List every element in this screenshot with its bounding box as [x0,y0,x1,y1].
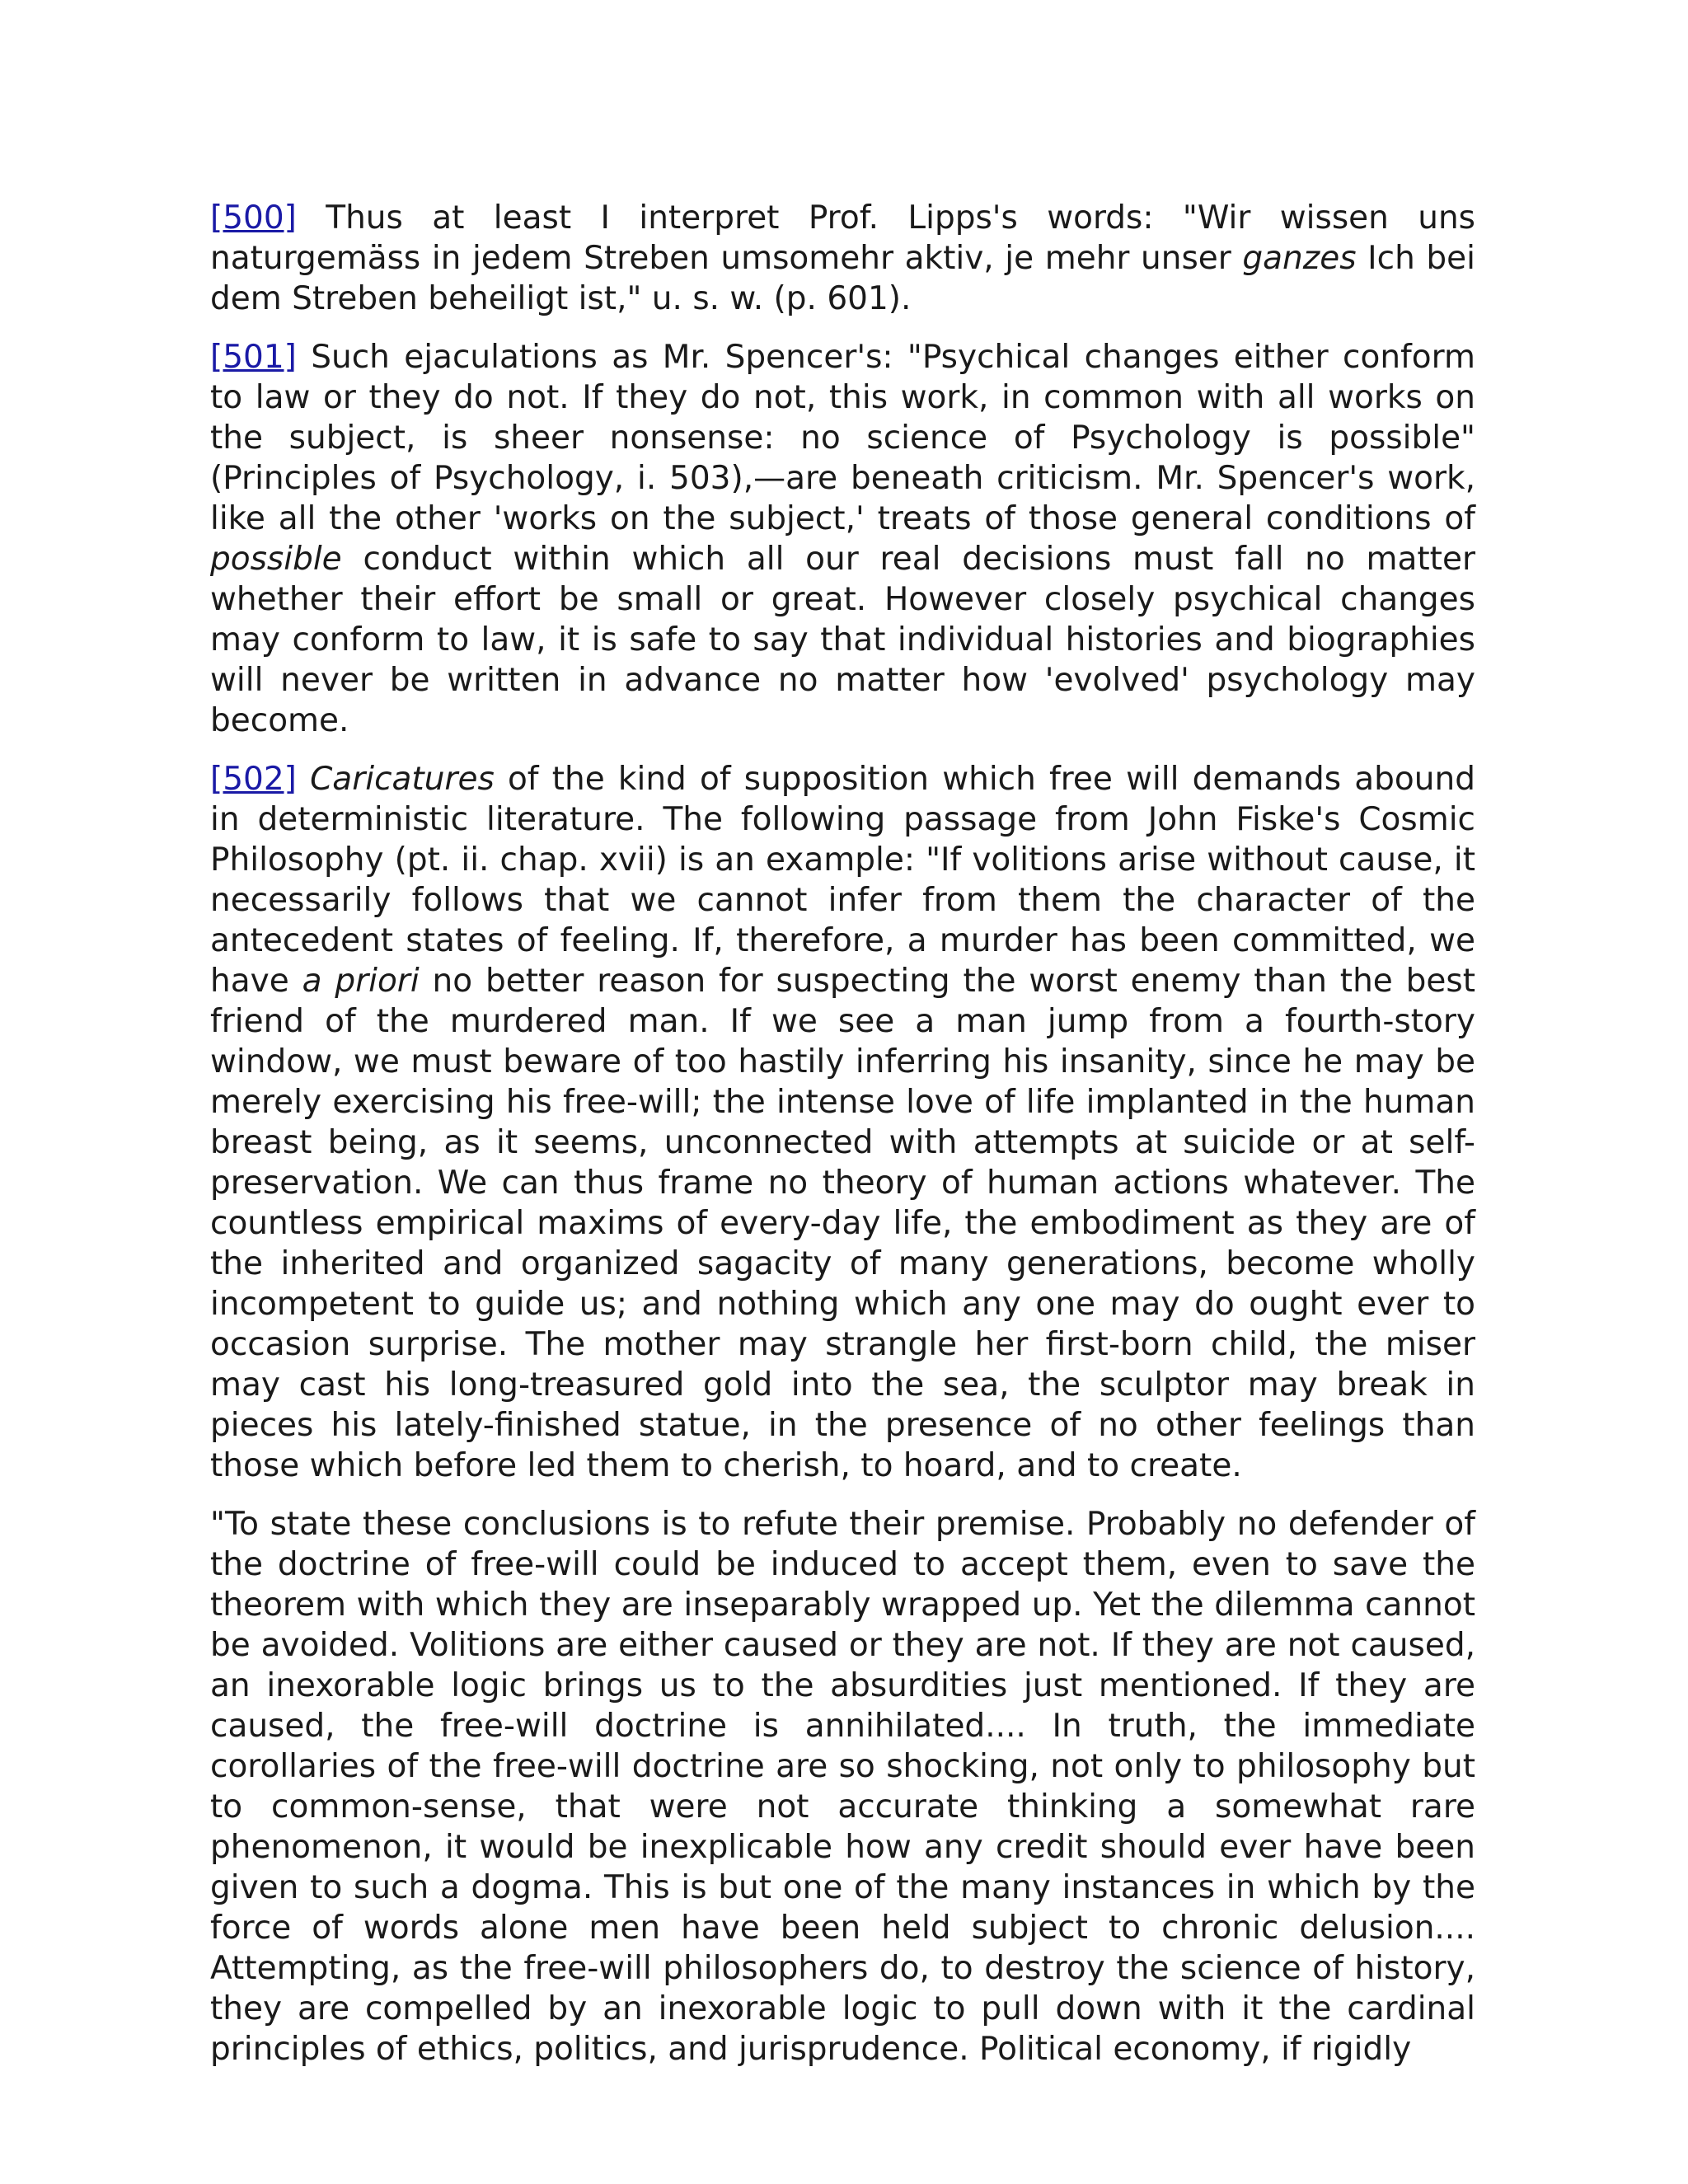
footnote-502-text-start: of the kind of supposition which free will demands abound in deterministic literature. The following passage from John Fiske's Cosmic Philosophy (pt. ii. chap. xvii) is an example: "If volitions arise without cause, it necessarily follows that we cannot infer from them the character of the antecedent states of feeling. If, therefore, a murder has been committed, we have [210,761,1475,1000]
footnote-500-emphasis: ganzes [1242,240,1357,277]
footnote-501-text-start: Such ejaculations as Mr. Spencer's: "Psychical changes either conform to law or they do not. If they do not, this work, in common with all works on the subject, is sheer nonsense: no science of Psychology is possible" (Principles of Psychology, i. 503),—are beneath criticism. Mr. Spencer's work, like all the other 'works on the subject,' treats of those general conditions of [210,339,1475,537]
footnote-502-lead-emphasis: Caricatures [310,761,495,798]
footnote-500 [210,198,1475,319]
footnote-502-continuation: "To state these conclusions is to refute their premise. Probably no defender of the doctrine of free-will could be induced to accept them, even to save the theorem with which they are inseparably wrapped up. Yet the dilemma cannot be avoided. Volitions are either caused or they are not. If they are not caused, an inexorable logic brings us to the absurdities just mentioned. If they are caused, the free-will doctrine is annihilated.... In truth, the immediate corollaries of the free-will doctrine are so shocking, not only to philosophy but to common-sense, that were not accurate thinking a somewhat rare phenomenon, it would be inexplicable how any credit should ever have been given to such a dogma. This is but one of the many instances in which by the force of words alone men have been held subject to chronic delusion.... Attempting, as the free-will philosophers do, to destroy the science of history, they are compelled by an inexorable logic to pull down with it the cardinal principles of ethics, politics, and jurisprudence. Political economy, if rigidly [210,1506,1475,2068]
footnotes-page [210,198,1475,2088]
footnote-ref-501[interactable]: [501] [210,339,297,376]
footnote-501-text-end: conduct within which all our real decisions must fall no matter whether their effort be small or great. However closely psychical changes may conform to law, it is safe to say that individual histories and biographies will never be written in advance no matter how 'evolved' psychology may become. [210,541,1475,739]
footnote-ref-500[interactable]: [500] [210,199,297,237]
footnote-502-emphasis: a priori [302,963,420,1000]
footnote-502 [210,759,1475,1486]
footnote-502-text-end: no better reason for suspecting the worst enemy than the best friend of the murdered man. If we see a man jump from a fourth-story window, we must beware of too hastily inferring his insanity, since he may be merely exercising his free-will; the intense love of life implanted in the human breast being, as it seems, unconnected with attempts at suicide or at self-preservation. We can thus frame no theory of human actions whatever. The countless empirical maxims of every-day life, the embodiment as they are of the inherited and organized sagacity of many generations, become wholly incompetent to guide us; and nothing which any one may do ought ever to occasion surprise. The mother may strangle her first-born child, the miser may cast his long-treasured gold into the sea, the sculptor may break in pieces his lately-finished statue, in the presence of no other feelings than those which before led them to cherish, to hoard, and to create. [210,963,1475,1484]
footnote-500-text-start: Thus at least I interpret Prof. Lipps's words: "Wir wissen uns naturgemäss in jedem Streben umsomehr aktiv, je mehr unser [210,199,1476,277]
footnote-500-text-end: Ich bei dem Streben beheiligt ist," u. s. w. (p. 601). [210,240,1475,317]
footnote-ref-502[interactable]: [502] [210,761,297,798]
footnote-501 [210,337,1475,741]
footnote-501-emphasis: possible [210,541,342,578]
